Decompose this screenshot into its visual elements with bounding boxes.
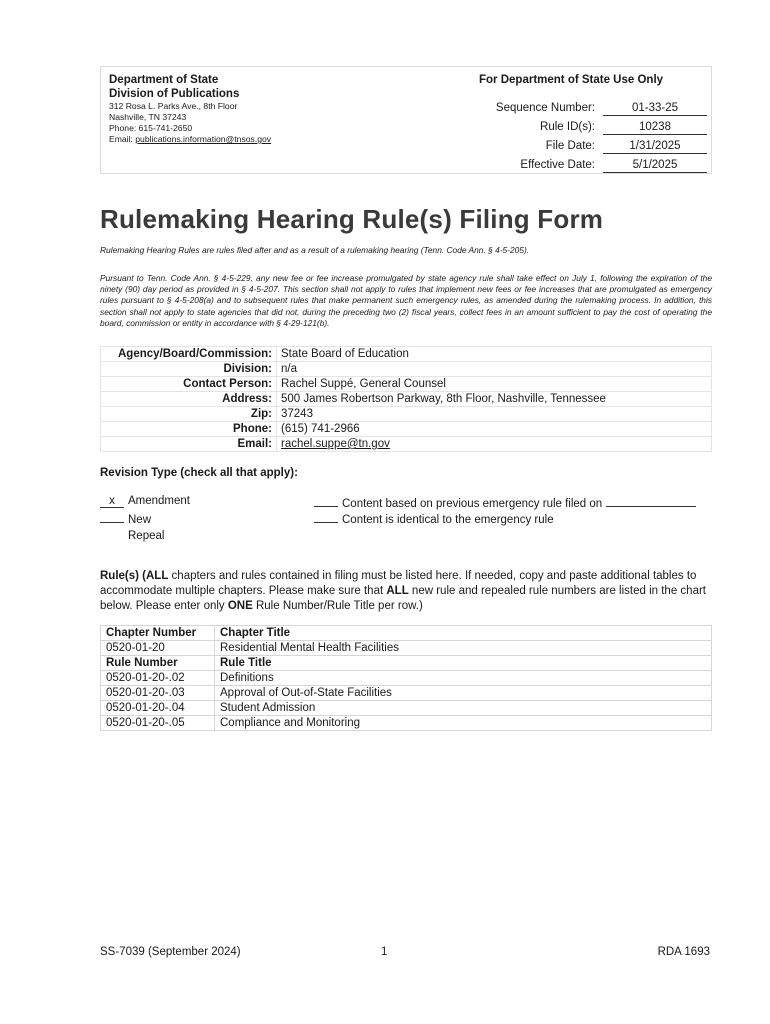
zip-label: Zip:: [101, 407, 277, 422]
revision-emergency-based[interactable]: [314, 495, 696, 510]
effective-date-value: 5/1/2025: [603, 159, 707, 173]
chapter-header-row: [101, 626, 712, 641]
rule-title: Approval of Out-of-State Facilities: [215, 686, 712, 701]
agency-table: [100, 346, 712, 452]
address-row: [101, 392, 712, 407]
contact-label: Contact Person:: [101, 377, 277, 392]
zip-row: [101, 407, 712, 422]
rule-title: Definitions: [215, 671, 712, 686]
revision-type-title: Revision Type (check all that apply):: [100, 467, 298, 479]
rule-title: Compliance and Monitoring: [215, 716, 712, 731]
publisher-block: [109, 73, 429, 145]
revision-new[interactable]: [100, 511, 151, 526]
rule-number-header: Rule Number: [101, 656, 215, 671]
division-label: Division:: [101, 362, 277, 377]
revision-new-mark[interactable]: [100, 511, 124, 523]
header-box: [100, 66, 712, 174]
footer-form-id: SS-7039 (September 2024): [100, 946, 241, 958]
address-label: Address:: [101, 392, 277, 407]
agency-row: [101, 347, 712, 362]
revision-repeal-label: Repeal: [128, 530, 165, 542]
division-row: [101, 362, 712, 377]
chapter-row: [101, 641, 712, 656]
state-use-block: [479, 73, 707, 171]
rule-number: 0520-01-20-.02: [101, 671, 215, 686]
table-row: [101, 671, 712, 686]
rule-title-header: Rule Title: [215, 656, 712, 671]
table-row: [101, 701, 712, 716]
publisher-department: Department of State: [109, 74, 219, 86]
publisher-division: Division of Publications: [109, 88, 240, 100]
revision-amendment-mark[interactable]: x: [100, 496, 124, 508]
pursuant-paragraph: Pursuant to Tenn. Code Ann. § 4-5-229, any new fee or fee increase promulgated by state agency rule shall take effect on July 1, following the expiration of the ninety (90) day period as provided in § 4-5-207. This section shall not apply to rules that implement new fees or fee increases that are promulgated as emergency rules pursuant to § 4-5-208(a) and to subsequent rules that make permanent such emergency rules, as amended during the rulemaking process. In addition, this section shall not apply to state agencies that did not, during the preceding two (2) fiscal years, collect fees in an amount sufficient to pay the cost of operating the board, commission or entity in accordance with § 4-29-121(b).: [100, 273, 712, 328]
rules-instructions-p3: chapters and rules contained in filing must be listed here. If needed, copy and paste additional tables to accommodate multiple chapters. Please make sure that: [100, 570, 697, 597]
revision-amendment[interactable]: [100, 495, 190, 510]
revision-amendment-label: Amendment: [128, 495, 191, 507]
division-value: n/a: [277, 362, 712, 377]
phone-value: (615) 741-2966: [277, 422, 712, 437]
table-row: [101, 686, 712, 701]
contact-row: [101, 377, 712, 392]
publisher-address1: 312 Rosa L. Parks Ave., 8th Floor: [109, 101, 238, 111]
revision-emergency-identical-label: Content is identical to the emergency rule: [342, 514, 554, 526]
rules-instructions: [100, 569, 712, 614]
effective-date-label: Effective Date:: [520, 159, 595, 171]
rule-id-row: [479, 119, 707, 138]
revision-new-label: New: [128, 514, 152, 526]
rules-instructions-p6: ONE: [227, 600, 253, 612]
rule-title: Student Admission: [215, 701, 712, 716]
email-row: [101, 437, 712, 452]
revision-emergency-identical[interactable]: [314, 511, 554, 526]
rules-instructions-p7: Rule Number/Rule Title per row.): [252, 600, 423, 612]
chapter-number: 0520-01-20: [101, 641, 215, 656]
rule-id-value: 10238: [603, 121, 707, 135]
publisher-email-line: [109, 134, 429, 145]
rule-id-label: Rule ID(s):: [540, 121, 595, 133]
zip-value: 37243: [277, 407, 712, 422]
rule-number: 0520-01-20-.05: [101, 716, 215, 731]
footer-page-number: 1: [381, 946, 388, 958]
phone-row: [101, 422, 712, 437]
agency-value: State Board of Education: [277, 347, 712, 362]
chapter-number-header: Chapter Number: [101, 626, 215, 641]
file-date-row: [479, 138, 707, 157]
revision-emergency-based-label: Content based on previous emergency rule filed on: [342, 498, 603, 510]
publisher-phone: Phone: 615-741-2650: [109, 123, 193, 133]
rule-number: 0520-01-20-.03: [101, 686, 215, 701]
sequence-number-value: 01-33-25: [603, 102, 707, 116]
chapter-title-header: Chapter Title: [215, 626, 712, 641]
rules-instructions-p4: ALL: [386, 585, 409, 597]
agency-label: Agency/Board/Commission:: [101, 347, 277, 362]
footer-rda: RDA 1693: [657, 946, 710, 958]
rules-instructions-p2: ALL: [146, 570, 169, 582]
sequence-number-row: [479, 100, 707, 119]
revision-emergency-based-mark[interactable]: [314, 495, 338, 507]
email-link[interactable]: rachel.suppe@tn.gov: [277, 437, 712, 452]
chapter-title: Residential Mental Health Facilities: [215, 641, 712, 656]
address-value: 500 James Robertson Parkway, 8th Floor, Nashville, Tennessee: [277, 392, 712, 407]
form-subtitle: Rulemaking Hearing Rules are rules filed after and as a result of a rulemaking hearing (Tenn. Code Ann. § 4-5-205).: [100, 245, 530, 255]
rules-instructions-p1: Rule(s) (: [100, 570, 146, 582]
phone-label: Phone:: [101, 422, 277, 437]
rules-table: [100, 625, 712, 731]
revision-repeal[interactable]: [100, 527, 164, 542]
revision-emergency-identical-mark[interactable]: [314, 511, 338, 523]
table-row: [101, 716, 712, 731]
contact-value: Rachel Suppé, General Counsel: [277, 377, 712, 392]
publisher-address2: Nashville, TN 37243: [109, 112, 187, 122]
form-title: Rulemaking Hearing Rule(s) Filing Form: [100, 204, 604, 234]
effective-date-row: [479, 157, 707, 176]
state-use-title: For Department of State Use Only: [479, 74, 664, 86]
publisher-email-label: Email:: [109, 134, 136, 144]
file-date-value: 1/31/2025: [603, 140, 707, 154]
rule-number: 0520-01-20-.04: [101, 701, 215, 716]
emergency-date-line[interactable]: [606, 495, 696, 507]
sequence-number-label: Sequence Number:: [495, 102, 595, 114]
revision-repeal-mark[interactable]: [100, 527, 124, 539]
publisher-email-link[interactable]: publications.information@tnsos.gov: [135, 134, 272, 144]
rule-header-row: [101, 656, 712, 671]
file-date-label: File Date:: [545, 140, 595, 152]
rules-instructions-p5: new rule and repealed rule numbers are listed in the chart below. Please enter only: [100, 585, 706, 612]
email-label: Email:: [101, 437, 277, 452]
